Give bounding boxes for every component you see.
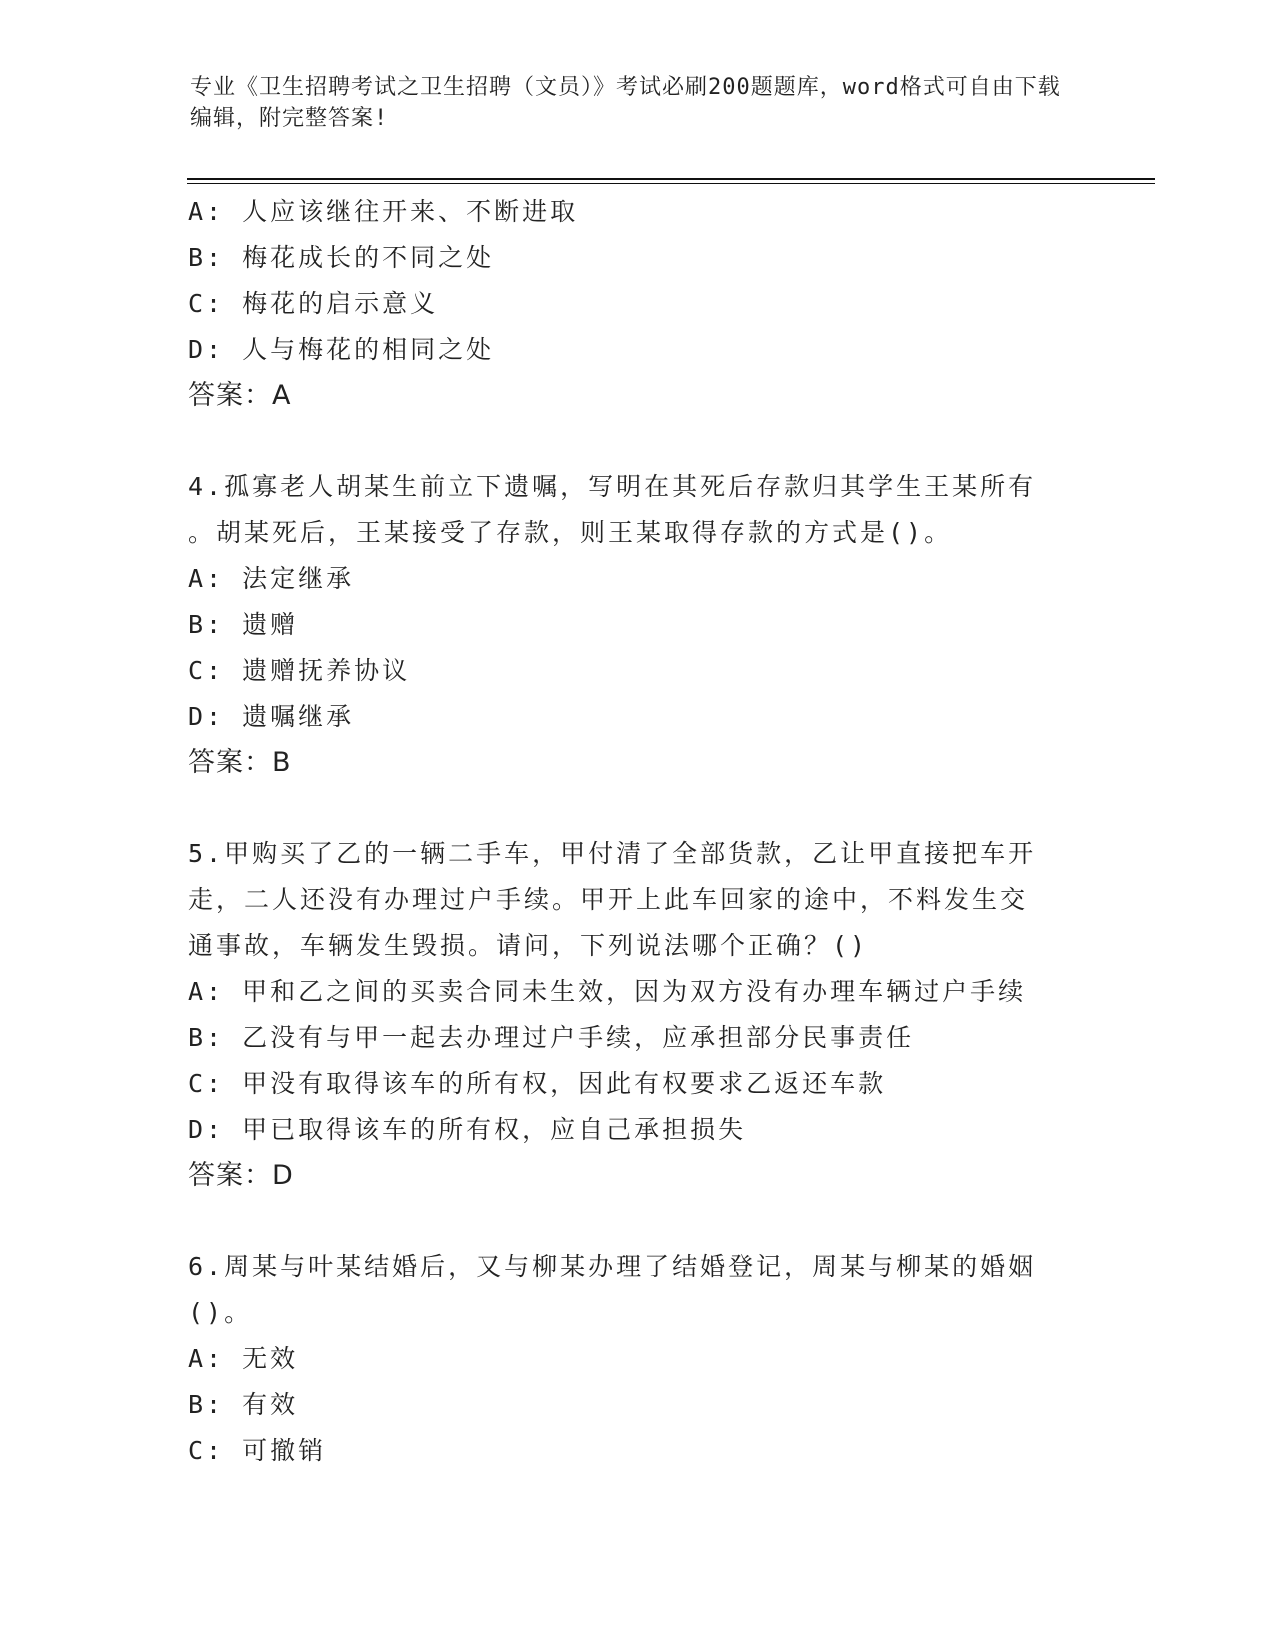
question-list — [188, 189, 1088, 1474]
option-line: D: 人与梅花的相同之处 — [188, 335, 495, 364]
answer-line: 答案：B — [188, 747, 292, 778]
answer-line: 答案：A — [188, 380, 292, 411]
option-line: D: 遗嘱继承 — [188, 702, 355, 731]
question-stem-line: 6.周某与叶某结婚后，又与柳某办理了结婚登记，周某与柳某的婚姻 — [188, 1252, 1037, 1281]
option-line: B: 有效 — [188, 1390, 299, 1419]
option-line: D: 甲已取得该车的所有权，应自己承担损失 — [188, 1115, 747, 1144]
spacer — [188, 1199, 1088, 1244]
answer-line: 答案：D — [188, 1160, 294, 1191]
option-line: B: 梅花成长的不同之处 — [188, 243, 495, 272]
option-line: C: 可撤销 — [188, 1436, 327, 1465]
question-stem-line: 。胡某死后，王某接受了存款，则王某取得存款的方式是()。 — [188, 518, 953, 547]
option-line: B: 乙没有与甲一起去办理过户手续，应承担部分民事责任 — [188, 1023, 915, 1052]
option-line: A: 法定继承 — [188, 564, 355, 593]
option-line: C: 遗赠抚养协议 — [188, 656, 411, 685]
option-line: C: 甲没有取得该车的所有权，因此有权要求乙返还车款 — [188, 1069, 887, 1098]
question-stem-line: 通事故，车辆发生毁损。请问，下列说法哪个正确？() — [188, 931, 869, 960]
option-line: A: 无效 — [188, 1344, 299, 1373]
option-line: A: 甲和乙之间的买卖合同未生效，因为双方没有办理车辆过户手续 — [188, 977, 1027, 1006]
spacer — [188, 786, 1088, 831]
option-line: B: 遗赠 — [188, 610, 299, 639]
header-rule-thick — [187, 178, 1155, 180]
question-stem-line: 5.甲购买了乙的一辆二手车，甲付清了全部货款，乙让甲直接把车开 — [188, 839, 1037, 868]
option-line: A: 人应该继往开来、不断进取 — [188, 197, 579, 226]
question-stem-line: 4.孤寡老人胡某生前立下遗嘱，写明在其死后存款归其学生王某所有 — [188, 472, 1037, 501]
header-rule-thin — [187, 183, 1155, 184]
question-stem-line: 走，二人还没有办理过户手续。甲开上此车回家的途中，不料发生交 — [188, 885, 1029, 914]
document-header: 专业《卫生招聘考试之卫生招聘（文员）》考试必刷200题题库，word格式可自由下载编辑，附完整答案! — [190, 75, 1061, 131]
option-line: C: 梅花的启示意义 — [188, 289, 439, 318]
question-stem-line: ()。 — [188, 1298, 253, 1327]
spacer — [188, 419, 1088, 464]
